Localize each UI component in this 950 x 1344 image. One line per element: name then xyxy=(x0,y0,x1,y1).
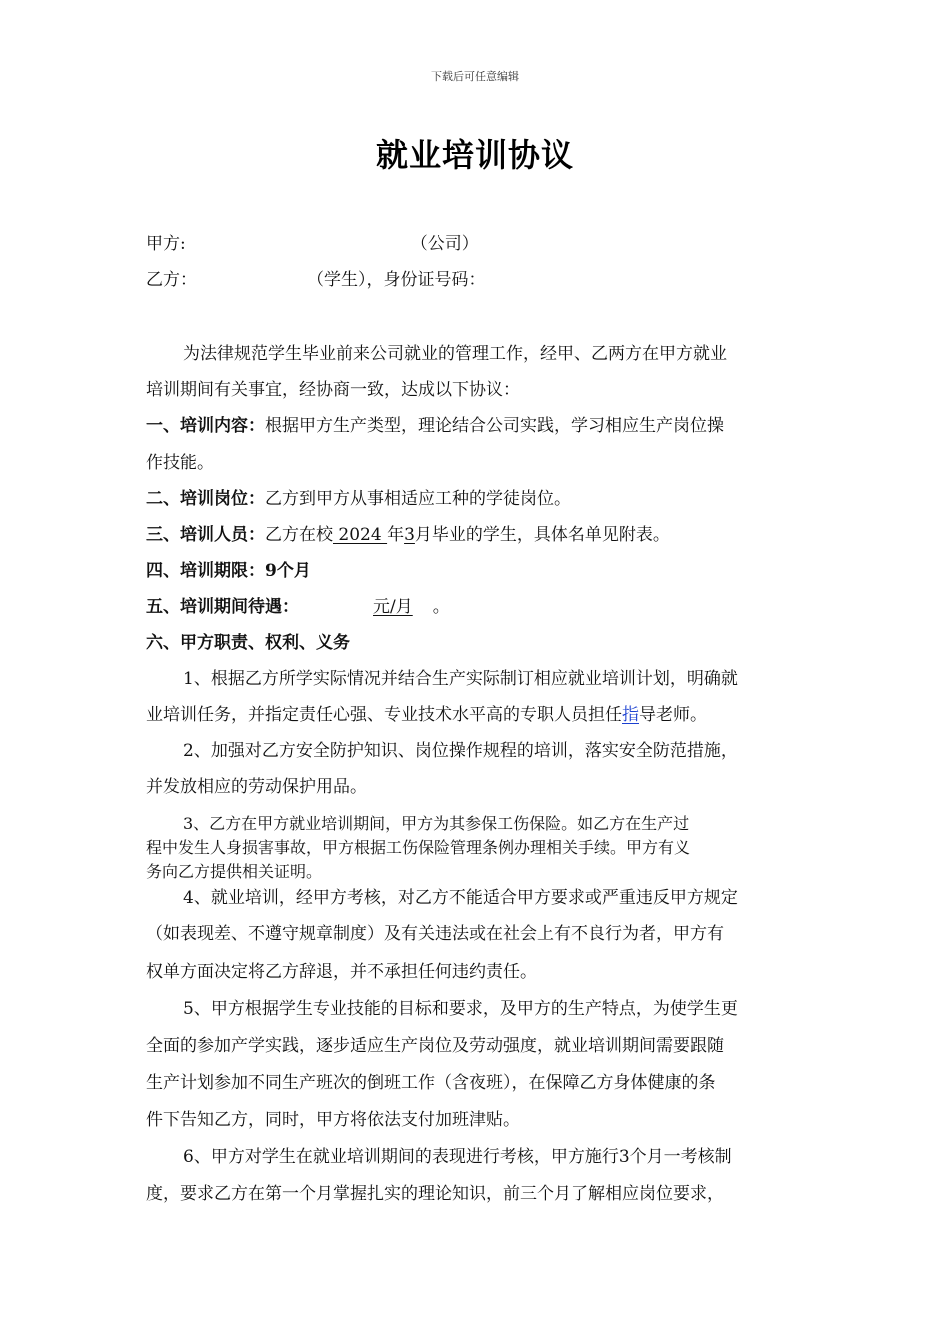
item-6-line-2: 度，要求乙方在第一个月掌握扎实的理论知识，前三个月了解相应岗位要求， xyxy=(146,1184,724,1204)
party-b-label: 乙方： xyxy=(146,270,197,290)
item-5-line-4: 件下告知乙方，同时，甲方将依法支付加班津贴。 xyxy=(146,1110,520,1130)
item-4-line-3: 权单方面决定将乙方辞退，并不承担任何违约责任。 xyxy=(146,962,537,982)
item-3-line-2: 程中发生人身损害事故，甲方根据工伤保险管理条例办理相关手续。甲方有义 xyxy=(146,838,691,857)
section-3-heading: 三、培训人员： xyxy=(146,525,265,545)
item-4-line-2: （如表现差、不遵守规章制度）及有关违法或在社会上有不良行为者，甲方有 xyxy=(146,924,724,944)
party-b-line xyxy=(146,268,816,292)
section-1-line-2: 作技能。 xyxy=(146,453,214,473)
section-3-mid: 年 xyxy=(387,525,405,545)
guide-link[interactable]: 指 xyxy=(622,705,639,725)
graduation-month: 3 xyxy=(404,525,415,545)
section-1-line-1 xyxy=(146,414,816,438)
section-2-heading: 二、培训岗位： xyxy=(146,489,265,509)
item-5-line-3: 生产计划参加不同生产班次的倒班工作（含夜班），在保障乙方身体健康的条 xyxy=(146,1073,716,1093)
preamble-line-1: 为法律规范学生毕业前来公司就业的管理工作，经甲、乙两方在甲方就业 xyxy=(183,344,727,364)
item-4-line-1: 4、就业培训，经甲方考核，对乙方不能适合甲方要求或严重违反甲方规定 xyxy=(183,888,738,908)
item-6-line-1: 6、甲方对学生在就业培训期间的表现进行考核，甲方施行3个月一考核制 xyxy=(183,1147,732,1167)
section-5-end: 。 xyxy=(432,597,450,617)
section-4-heading: 四、培训期限：9个月 xyxy=(146,561,311,581)
salary-amount: 元/月 xyxy=(373,597,413,617)
section-3-pre: 乙方在校 xyxy=(265,525,333,545)
item-5-line-2: 全面的参加产学实践，逐步适应生产岗位及劳动强度，就业培训期间需要跟随 xyxy=(146,1036,724,1056)
item-3-line-3: 务向乙方提供相关证明。 xyxy=(146,862,323,881)
preamble-line-2: 培训期间有关事宜，经协商一致，达成以下协议： xyxy=(146,380,520,400)
item-2-line-1: 2、加强对乙方安全防护知识、岗位操作规程的培训，落实安全防范措施， xyxy=(183,741,738,761)
party-a-suffix: （公司） xyxy=(410,234,479,254)
section-2-text: 乙方到甲方从事相适应工种的学徒岗位。 xyxy=(265,489,571,509)
section-1-text: 根据甲方生产类型，理论结合公司实践，学习相应生产岗位操 xyxy=(265,416,724,436)
party-a-label: 甲方: xyxy=(146,234,186,254)
graduation-year: 2024 xyxy=(333,525,388,545)
section-6-heading: 六、甲方职责、权利、义务 xyxy=(146,633,350,653)
section-5 xyxy=(146,595,816,619)
item-3-line-1: 3、乙方在甲方就业培训期间，甲方为其参保工伤保险。如乙方在生产过 xyxy=(183,814,690,833)
party-a-line xyxy=(146,232,816,256)
item-1-line-2 xyxy=(146,703,816,727)
section-1-heading: 一、培训内容： xyxy=(146,416,265,436)
item-1-line-2-post: 导老师。 xyxy=(639,705,707,725)
section-3 xyxy=(146,523,816,547)
item-1-line-2-pre: 业培训任务，并指定责任心强、专业技术水平高的专职人员担任 xyxy=(146,705,622,725)
item-2-line-2: 并发放相应的劳动保护用品。 xyxy=(146,777,367,797)
section-2 xyxy=(146,487,816,511)
section-5-heading: 五、培训期间待遇： xyxy=(146,597,299,617)
item-1-line-1: 1、根据乙方所学实际情况并结合生产实际制订相应就业培训计划，明确就 xyxy=(183,669,738,689)
section-3-post: 月毕业的学生，具体名单见附表。 xyxy=(414,525,670,545)
document-title: 就业培训协议 xyxy=(375,136,574,174)
header-note: 下载后可任意编辑 xyxy=(431,70,519,83)
item-5-line-1: 5、甲方根据学生专业技能的目标和要求，及甲方的生产特点，为使学生更 xyxy=(183,999,738,1019)
party-b-suffix: （学生），身份证号码： xyxy=(307,270,486,290)
